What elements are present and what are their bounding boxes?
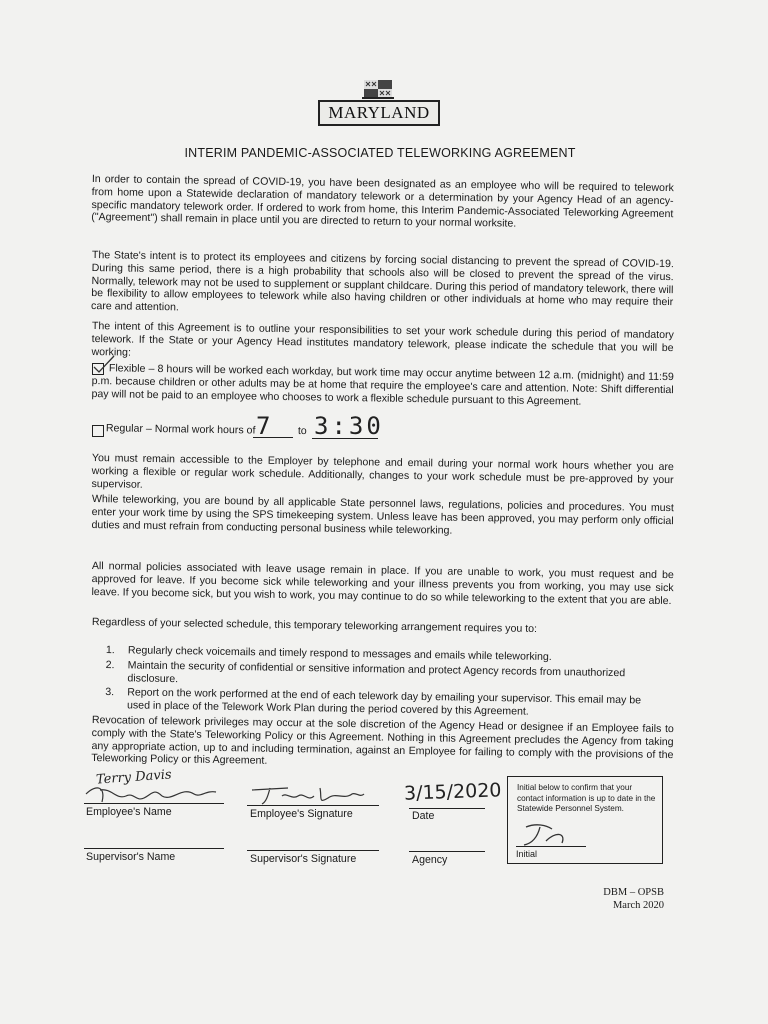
document-title: INTERIM PANDEMIC-ASSOCIATED TELEWORKING AGREEMENT <box>184 146 576 160</box>
maryland-flag-icon <box>360 78 396 100</box>
list-item: 2. Maintain the security of confidential or sensitive information and protect Agency records from unauthorized disclosure. <box>105 658 626 685</box>
paragraph-requirements-intro: Regardless of your selected schedule, this temporary teleworking arrangement requires you to: <box>91 616 538 635</box>
employee-name-value[interactable]: Terry Davis <box>95 767 173 788</box>
paragraph-accessible: You must remain accessible to the Employer by telephone and email during your normal work hours whether you are working a flexible or regular work schedule. Additionally, changes to your work schedule must be pre-approved by your supervisor. <box>91 452 674 491</box>
supervisor-signature-line <box>247 850 379 851</box>
start-time-value[interactable]: 7 <box>256 412 271 440</box>
date-line <box>409 808 485 809</box>
footer-date: March 2020 <box>612 900 664 911</box>
regular-option-label: Regular – Normal work hours of <box>105 422 256 437</box>
list-item: 3. Report on the work performed at the end of each telework day by emailing your supervisor. This email may be used in place of the Telework Work Plan during the period covered by this Agreement. <box>105 686 642 718</box>
paragraph-leave: All normal policies associated with leave usage remain in place. If you are unable to work, you must request and be approved for leave. If you become sick while teleworking and your illness prevents you from working, you may use sick leave. If you become sick, but you wish to work, you may continue to do so while teleworking to the extent that you are able. <box>91 560 674 607</box>
agency-label: Agency <box>412 854 448 866</box>
employee-name-line <box>84 803 224 804</box>
regular-option <box>92 422 256 437</box>
initial-line <box>516 846 586 847</box>
initial-instructions: Initial below to confirm that your contact information is up to date in the Statewide Personnel System. <box>517 783 656 813</box>
maryland-logo <box>318 78 438 126</box>
logo-text: MARYLAND <box>318 100 440 126</box>
employee-signature-label: Employee's Signature <box>250 808 353 820</box>
paragraph-intro: In order to contain the spread of COVID-19, you have been designated as an employee who will be required to telework from home upon a Statewide declaration of mandatory telework or a determination by your Agency Head of an agency-specific mandatory telework order. If ordered to work from home, this Interim Pandemic-Associated Teleworking Agreement ("Agreement") shall remain in place until you are directed to return to your normal worksite. <box>91 173 674 231</box>
requirements-list <box>105 644 666 723</box>
initial-label: Initial <box>516 849 538 859</box>
paragraph-intent: The State's intent is to protect its employees and citizens by forcing social distancing to prevent the spread of COVID-19. During this same period, there is a high probability that schools also will be closed to prevent the spread of the virus. Normally, telework may not be used to supplement or supplant childcare. During this period of mandatory telework, there will be flexibility to allow employees to telework while also having children or other individuals at home who may require their care and attention. <box>91 249 674 314</box>
footer-department: DBM – OPSB <box>603 887 664 898</box>
supervisor-signature-label: Supervisor's Signature <box>250 853 357 865</box>
date-label: Date <box>412 810 435 822</box>
employee-name-label: Employee's Name <box>86 806 172 818</box>
supervisor-name-line <box>84 848 224 849</box>
footer <box>596 886 664 912</box>
initials-image <box>516 821 576 849</box>
paragraph-schedule: The intent of this Agreement is to outline your responsibilities to set your work schedule during this period of mandatory telework. If the State or your Agency Head institutes mandatory telework, please indicate the schedule that you will be working: <box>91 320 674 359</box>
agency-line <box>409 851 485 852</box>
paragraph-teleworking-rules: While teleworking, you are bound by all applicable State personnel laws, regulations, policies and procedures. You must enter your work time by using the SPS timekeeping system. Unless leave has been approved, you may perform only official duties and must refrain from conducting personal business while teleworking. <box>91 493 674 537</box>
initial-box <box>507 776 663 864</box>
date-value[interactable]: 3/15/2020 <box>403 779 502 805</box>
paragraph-revocation: Revocation of telework privileges may occur at the sole discretion of the Agency Head or designee if an Employee fails to comply with the State's Teleworking Policy or this Agreement. Nothing in this Agreement precludes the Agency from taking any appropriate action, up to and including termination, against an Employee for failing to comply with the provisions of the Teleworking Policy or this Agreement. <box>91 714 674 768</box>
list-item: 1. Regularly check voicemails and timely respond to messages and emails while teleworking. <box>105 644 552 664</box>
supervisor-name-label: Supervisor's Name <box>86 851 176 863</box>
employee-signature-line <box>247 805 379 806</box>
end-time-value[interactable]: 3:30 <box>314 412 384 440</box>
regular-to-label: to <box>297 425 307 438</box>
flexible-option-text: Flexible – 8 hours will be worked each workday, but work time may occur anytime between 12 a.m. (midnight) and 11:59 p.m. because children or other adults may be at home that require the employee's care and attention. Note: Shift differential pay will not be paid to an employee who chooses to work a flexible schedule pursuant to this Agreement. <box>91 362 674 408</box>
